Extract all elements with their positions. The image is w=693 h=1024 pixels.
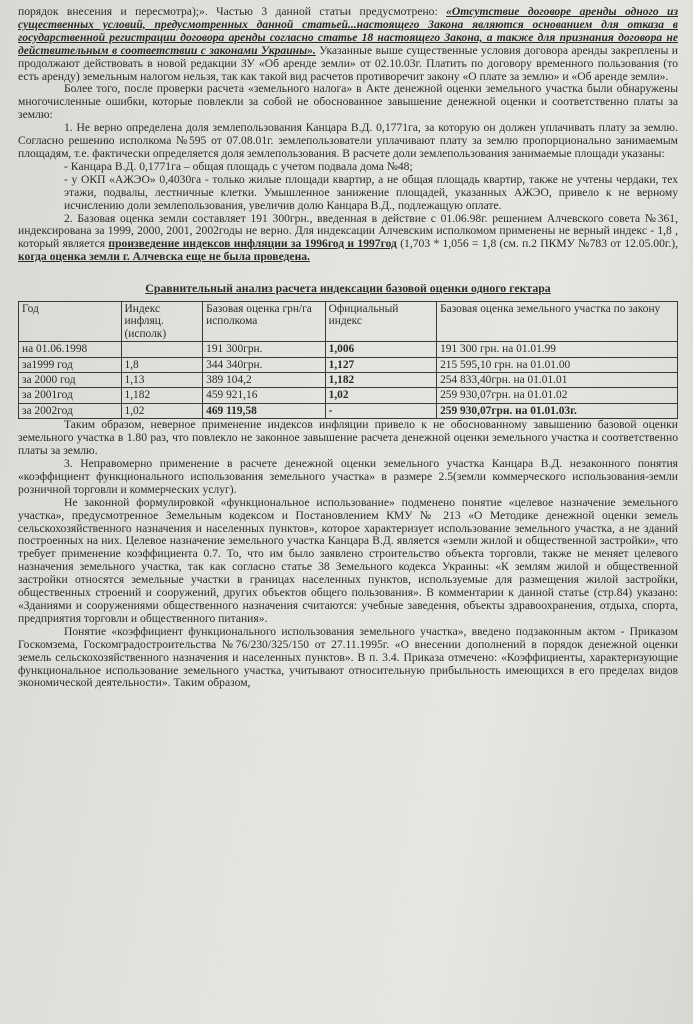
table-header-cell: Базовая оценка земельного участка по закону <box>437 302 678 342</box>
text-run: 3. Неправомерно применение в расчете денежной оценки земельного участка Канцара В.Д. незаконного понятия «коэффициент функционального использования земельного участка» в размере 2.5(земли коммерческого использования-земли розничной торговли и коммерческих услуг). <box>18 457 678 496</box>
table-row <box>19 388 678 403</box>
text-run: Указанные выше существенные условия договора аренды закреплены и продолжают действовать в новой редакции ЗУ «Об аренде земли» от 02.10.03г. Платить по договору временного пользования (то есть аренду) земельным налогом нельзя, так как такой вид расчетов противоречит закону «О плате за землю» и «Об аренде земли». <box>18 43 678 83</box>
table-cell: - <box>325 403 436 418</box>
paragraph-p9 <box>18 497 678 626</box>
table-cell: 1,13 <box>121 373 203 388</box>
table-row <box>19 403 678 418</box>
table-cell: 1,182 <box>325 373 436 388</box>
table-cell: 1,02 <box>325 388 436 403</box>
table-cell: 254 833,40грн. на 01.01.01 <box>437 373 678 388</box>
paragraph-p10 <box>18 626 678 691</box>
text-run: когда оценка земли г. Алчевска еще не была проведена. <box>18 250 310 264</box>
table-cell: за 2001год <box>19 388 122 403</box>
table-body <box>19 342 678 419</box>
paragraph-p2 <box>18 83 678 122</box>
text-run: Таким образом, неверное применение индексов инфляции привело к не обоснованному завышению базовой оценки земельного участка в 1.80 раз, что повлекло не законное завышение расчета денежной оценки земельного участка и соответственно платы за землю. <box>18 418 678 458</box>
table-cell: за 2000 год <box>19 373 122 388</box>
paragraph-p7 <box>18 419 678 458</box>
text-run: Более того, после проверки расчета «земельного налога» в Акте денежной оценки земельного участка были обнаружены многочисленные ошибки, которые повлекли за собой не обоснованное завышение денежной оценки и соответственно платы за землю: <box>18 82 678 122</box>
table-row <box>19 342 678 357</box>
text-run: (1,703 * 1,056 = 1,8 (см. п.2 ПКМУ №783 от 12.05.00г.), <box>396 237 679 251</box>
table-cell: 191 300 грн. на 01.01.99 <box>437 342 678 357</box>
table-cell: 215 595,10 грн. на 01.01.00 <box>437 357 678 372</box>
table-cell: на 01.06.1998 <box>19 342 122 357</box>
text-run: Понятие «коэффициент функционального использования земельного участка», введено подзаконным актом - Приказом Госкомзема, Госкомградостроительства №76/230/325/150 от 27.11.1995г. «О внесении дополнений в порядок денежной оценки земель сельскохозяйственного назначения и населенных пунктов». В п. 3.4. Приказа отмечено: «Коэффициенты, характеризующие функциональное использование земельного участка, учитывают относительную прибыльность имеющихся в его пределах видов экономической деятельности». Таким образом, <box>18 624 678 690</box>
table-cell <box>121 342 203 357</box>
table-cell: 1,006 <box>325 342 436 357</box>
table-cell: за 2002год <box>19 403 122 418</box>
indexation-table <box>18 301 678 419</box>
table-row <box>19 373 678 388</box>
table-cell: 344 340грн. <box>203 357 325 372</box>
table-row <box>19 357 678 372</box>
table-cell: 191 300грн. <box>203 342 325 357</box>
table-cell: 1,02 <box>121 403 203 418</box>
table-title: Сравнительный анализ расчета индексации базовой оценки одного гектара <box>145 281 551 296</box>
table-cell: 1,127 <box>325 357 436 372</box>
paragraphs-bottom <box>18 419 678 690</box>
table-header-cell: Базовая оценка грн/га исполкома <box>203 302 325 342</box>
text-run: порядок внесения и пересмотра);». Частью 3 данной статьи предусмотрено: <box>18 5 447 18</box>
table-cell: 469 119,58 <box>203 403 325 418</box>
table-header-cell: Год <box>19 302 122 342</box>
paragraph-p6 <box>18 213 678 265</box>
table-cell: 389 104,2 <box>203 373 325 388</box>
table-cell: 1,182 <box>121 388 203 403</box>
table-cell: 259 930,07грн. на 01.01.02 <box>437 388 678 403</box>
document-body <box>18 6 678 690</box>
paragraphs-top <box>18 6 678 264</box>
paragraph-p5 <box>18 174 678 213</box>
text-run: «Отсутствие договоре аренды одного из существенных условий, предусмотренных данной статьей...настоящего Закона являются основанием для отказа в государственной регистрации договора аренды согласно статье 18 настоящего Закона, а также для признания договора не действительным в соответствии с законами Украины». <box>18 5 679 57</box>
table-header-cell: Индекс инфляц. (исполк) <box>121 302 203 342</box>
table-header-row <box>19 302 678 342</box>
paragraph-p8 <box>18 458 678 497</box>
text-run: произведение индексов инфляции за 1996год и 1997год <box>108 237 397 251</box>
paragraph-p1 <box>18 6 678 83</box>
table-cell: 259 930,07грн. на 01.01.03г. <box>437 403 678 418</box>
text-run: 2. Базовая оценка земли составляет 191 300грн., введенная в действие с 01.06.98г. решением Алчевского совета №361, индексирована за 1999, 2000, 2001, 2002годы не верно. Для индексации Алчевским исполкомом применены не верный индекс - 1,8 , который является <box>18 211 678 251</box>
table-header-cell: Официальный индекс <box>325 302 436 342</box>
text-run: 1. Не верно определена доля землепользования Канцара В.Д. 0,1771га, за которую он должен уплачивать плату за землю. Согласно решению исполкома №595 от 07.08.01г. землепользователи уплачивают плату за землю пропорционально занимаемым площадям, т.е. фактически определяется доля землепользования. В расчете доли землепользования занимаемые площади указаны: <box>18 121 678 160</box>
text-run: - Канцара В.Д. 0,1771га – общая площадь с учетом подвала дома №48; <box>64 159 413 173</box>
text-run: Не законной формулировкой «функциональное использование» подменено понятие «целевое назначение земельного участка», предусмотренное Земельным кодексом и Постановлением КМУ № 213 «О Методике денежной оценки земель сельскохозяйственного назначения и населенных пунктов», которое характеризует использование земельного участка, а не зданий построенных на них. Целевое назначение земельного участка Канцара В.Д. является «земли жилой и общественной застройки», что требует применение коэффициента 0.7. То, что им было заявлено строительство объекта торговли, также не меняет целевого назначения земельного участка, так как согласно статье 38 Земельного кодекса Украины: «К землям жилой и общественной застройки относятся земельные участки в границах населенных пунктов, используемые для размещения жилой застройки, общественных строений и сооружений, других объектов общего пользования». В комментарии к данной статье (стр.84) указано: «Зданиями и сооружениями общественного назначения считаются: учебные заведения, объекты здравоохранения, отдыха, спорта, предприятия торговли и общественного питания». <box>18 495 678 625</box>
paragraph-p3 <box>18 122 678 161</box>
table-cell: 459 921,16 <box>203 388 325 403</box>
table-cell: 1,8 <box>121 357 203 372</box>
table-cell: за1999 год <box>19 357 122 372</box>
text-run: - у ОКП «АЖЭО» 0,4030га - только жилые площади квартир, а не общая площадь квартир, также не учтены чердаки, тех этажи, подвалы, лестничные клетки. Умышленное занижение площадей, указанных АЖЭО, привело к не верному исчислению доли землепользования, увеличив долю Канцара В.Д., подлежащую оплате. <box>64 172 678 212</box>
